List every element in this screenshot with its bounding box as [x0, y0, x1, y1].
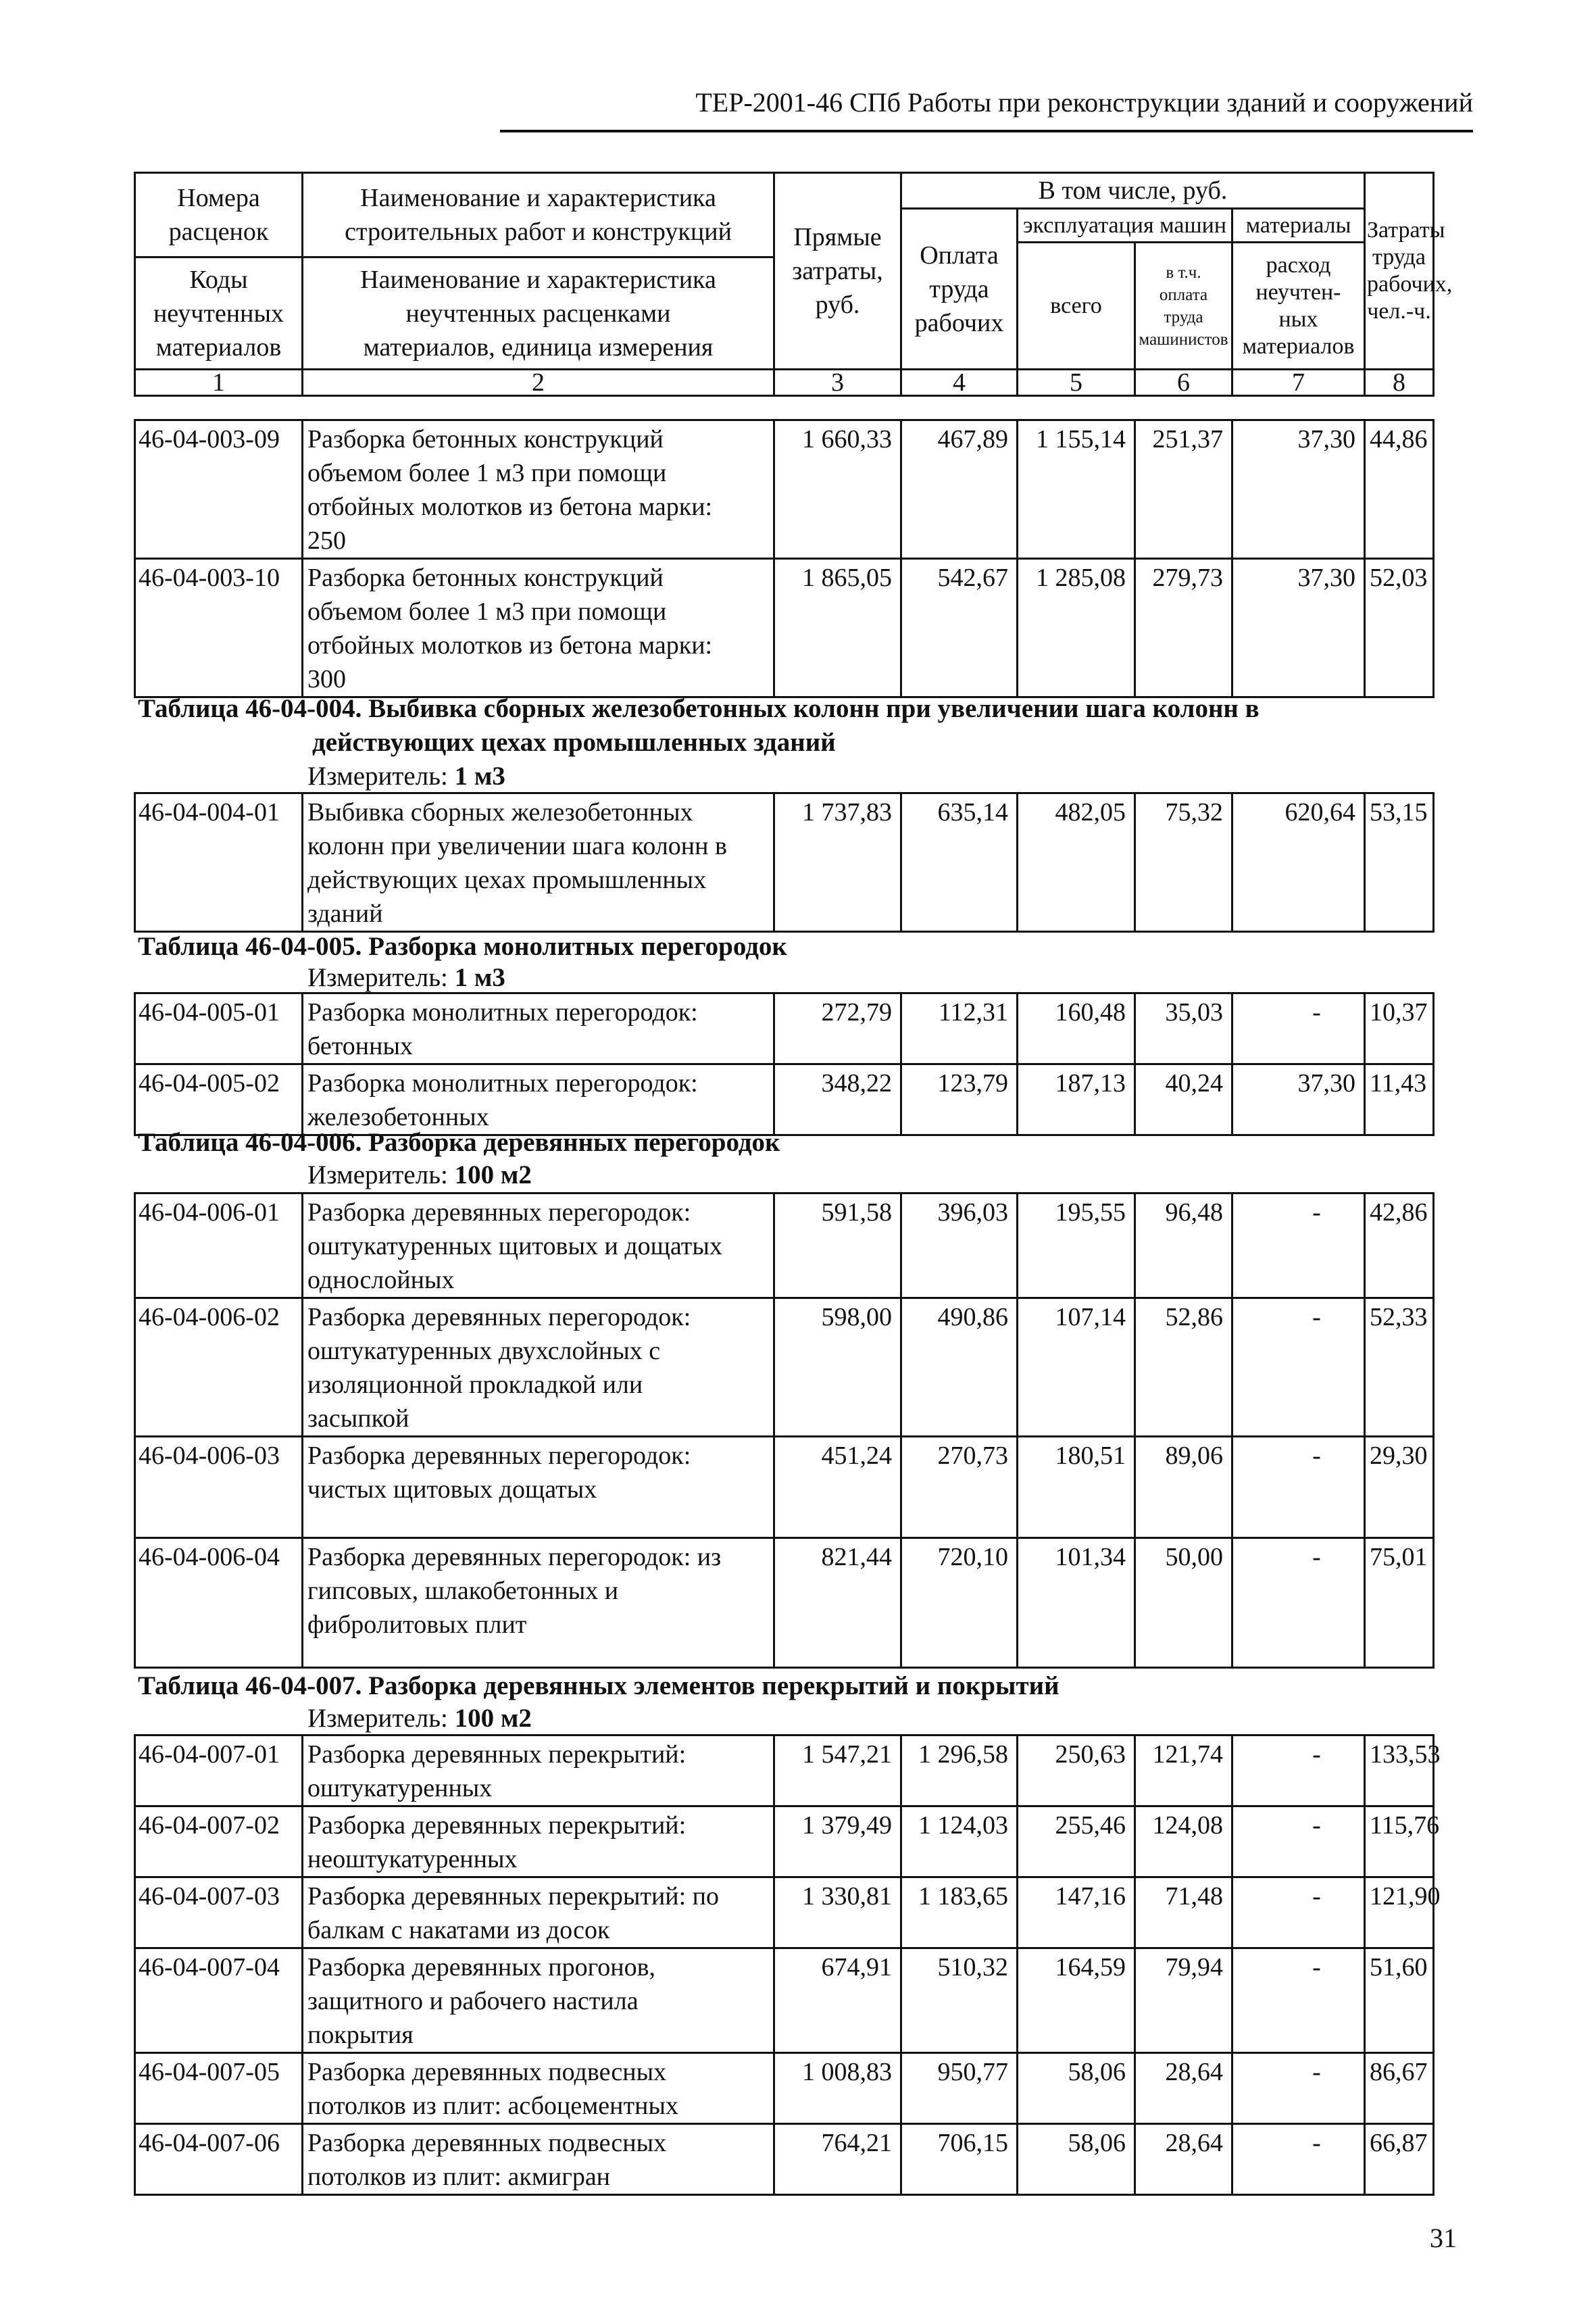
materials-cost: -	[1232, 1736, 1365, 1806]
work-name: Разборка деревянных перекрытий: оштукатуренных	[303, 1736, 774, 1806]
col-materials-header: материалы	[1232, 209, 1365, 243]
materials-cost: -	[1232, 1806, 1365, 1877]
work-name: Разборка деревянных перегородок: из гипсовых, шлакобетонных и фибролитовых плит	[303, 1538, 774, 1668]
table-row	[135, 2124, 1434, 2195]
col-number-6: 6	[1135, 370, 1232, 396]
caption-line-1: Таблица 46-04-004. Выбивка сборных железобетонных колонн при увеличении шага колонн в	[138, 694, 1260, 723]
table-caption	[138, 1126, 780, 1160]
operators-cost: 28,64	[1135, 2124, 1232, 2195]
table-007	[134, 1734, 1441, 2196]
operators-cost: 121,74	[1135, 1736, 1232, 1806]
labor-hours: 51,60	[1365, 1948, 1434, 2053]
labor-cost: 396,03	[901, 1193, 1018, 1298]
column-header-table	[134, 172, 1453, 397]
operators-cost: 40,24	[1135, 1064, 1232, 1135]
labor-cost: 706,15	[901, 2124, 1018, 2195]
operators-cost: 28,64	[1135, 2053, 1232, 2124]
materials-cost: 37,30	[1232, 559, 1365, 697]
materials-cost: 37,30	[1232, 420, 1365, 559]
labor-cost: 467,89	[901, 420, 1018, 559]
work-name: Разборка деревянных подвесных потолков из плит: асбоцементных	[303, 2053, 774, 2124]
operators-cost: 35,03	[1135, 993, 1232, 1064]
materials-cost: -	[1232, 2053, 1365, 2124]
col-direct-header: Прямые затраты, руб.	[774, 173, 901, 370]
col-operators-header: в т.ч. оплата труда машинистов	[1135, 243, 1232, 370]
materials-cost: -	[1232, 993, 1365, 1064]
rate-code: 46-04-004-01	[135, 793, 303, 932]
labor-cost: 1 183,65	[901, 1877, 1018, 1948]
labor-cost: 720,10	[901, 1538, 1018, 1668]
labor-hours: 121,90	[1365, 1877, 1434, 1948]
direct-cost: 1 737,83	[774, 793, 901, 932]
machines-cost: 107,14	[1018, 1298, 1135, 1437]
machines-cost: 160,48	[1018, 993, 1135, 1064]
rate-code: 46-04-007-05	[135, 2053, 303, 2124]
direct-cost: 764,21	[774, 2124, 901, 2195]
labor-cost: 490,86	[901, 1298, 1018, 1437]
labor-cost: 270,73	[901, 1437, 1018, 1538]
table-006	[134, 1192, 1435, 1669]
rate-code: 46-04-007-04	[135, 1948, 303, 2053]
operators-cost: 52,86	[1135, 1298, 1232, 1437]
machines-cost: 482,05	[1018, 793, 1135, 932]
work-name: Разборка бетонных конструкций объемом более 1 м3 при помощи отбойных молотков из бетона марки: 300	[303, 559, 774, 697]
labor-hours: 75,01	[1365, 1538, 1434, 1668]
materials-cost: -	[1232, 1538, 1365, 1668]
materials-cost: -	[1232, 1948, 1365, 2053]
table-row	[135, 1437, 1434, 1538]
materials-cost: -	[1232, 1298, 1365, 1437]
machines-cost: 1 155,14	[1018, 420, 1135, 559]
table-row	[135, 420, 1434, 559]
work-name: Разборка деревянных перегородок: чистых щитовых дощатых	[303, 1437, 774, 1538]
table-row	[135, 993, 1434, 1064]
operators-cost: 89,06	[1135, 1437, 1232, 1538]
col-material-codes-header: Коды неучтенных материалов	[135, 257, 303, 370]
labor-hours: 29,30	[1365, 1437, 1434, 1538]
measure-unit	[307, 1703, 532, 1734]
caption-line-1: Таблица 46-04-007. Разборка деревянных элементов перекрытий и покрытий	[138, 1671, 1059, 1700]
measure-value: 1 м3	[454, 762, 505, 791]
labor-hours: 66,87	[1365, 2124, 1434, 2195]
col-number-4: 4	[901, 370, 1018, 396]
direct-cost: 1 330,81	[774, 1877, 901, 1948]
rate-code: 46-04-005-02	[135, 1064, 303, 1135]
table-row	[135, 2053, 1434, 2124]
rate-code: 46-04-006-01	[135, 1193, 303, 1298]
col-labor-header: Оплата труда рабочих	[901, 209, 1018, 370]
table-row	[135, 1298, 1434, 1437]
direct-cost: 598,00	[774, 1298, 901, 1437]
measure-unit	[307, 761, 505, 792]
table-003	[134, 419, 1435, 698]
table-row	[135, 1064, 1434, 1135]
measure-label: Измеритель:	[307, 1160, 455, 1189]
direct-cost: 1 660,33	[774, 420, 901, 559]
col-hours-header: Затраты труда рабочих, чел.-ч.	[1365, 173, 1434, 370]
col-number-8: 8	[1365, 370, 1434, 396]
rate-code: 46-04-007-01	[135, 1736, 303, 1806]
direct-cost: 348,22	[774, 1064, 901, 1135]
machines-cost: 250,63	[1018, 1736, 1135, 1806]
labor-hours: 42,86	[1365, 1193, 1434, 1298]
machines-cost: 195,55	[1018, 1193, 1135, 1298]
table-caption	[138, 692, 1260, 760]
labor-cost: 1 296,58	[901, 1736, 1018, 1806]
machines-cost: 180,51	[1018, 1437, 1135, 1538]
rate-code: 46-04-007-03	[135, 1877, 303, 1948]
work-name: Разборка деревянных перегородок: оштукатуренных щитовых и дощатых однослойных	[303, 1193, 774, 1298]
materials-cost: -	[1232, 1437, 1365, 1538]
work-name: Разборка деревянных перекрытий: по балкам с накатами из досок	[303, 1877, 774, 1948]
labor-hours: 11,43	[1365, 1064, 1434, 1135]
col-material-names-header: Наименование и характеристика неучтенных расценками материалов, единица измерения	[303, 257, 774, 370]
labor-cost: 510,32	[901, 1948, 1018, 2053]
table-row	[135, 559, 1434, 697]
rate-code: 46-04-006-03	[135, 1437, 303, 1538]
direct-cost: 674,91	[774, 1948, 901, 2053]
direct-cost: 1 547,21	[774, 1736, 901, 1806]
machines-cost: 255,46	[1018, 1806, 1135, 1877]
materials-cost: -	[1232, 1193, 1365, 1298]
col-number-2: 2	[303, 370, 774, 396]
table-row	[135, 1538, 1434, 1668]
caption-line-1: Таблица 46-04-005. Разборка монолитных перегородок	[138, 932, 787, 961]
operators-cost: 279,73	[1135, 559, 1232, 697]
table-caption	[138, 1669, 1059, 1703]
operators-cost: 75,32	[1135, 793, 1232, 932]
rate-code: 46-04-006-02	[135, 1298, 303, 1437]
table-row	[135, 1736, 1434, 1806]
measure-value: 100 м2	[454, 1160, 532, 1189]
table-row	[135, 1193, 1434, 1298]
direct-cost: 1 865,05	[774, 559, 901, 697]
operators-cost: 124,08	[1135, 1806, 1232, 1877]
rate-code: 46-04-005-01	[135, 993, 303, 1064]
labor-hours: 10,37	[1365, 993, 1434, 1064]
table-005	[134, 992, 1435, 1136]
col-number-5: 5	[1018, 370, 1135, 396]
col-machines-total-header: всего	[1018, 243, 1135, 370]
work-name: Выбивка сборных железобетонных колонн при увеличении шага колонн в действующих цехах промышленных зданий	[303, 793, 774, 932]
direct-cost: 821,44	[774, 1538, 901, 1668]
work-name: Разборка деревянных перегородок: оштукатуренных двухслойных с изоляционной прокладкой или засыпкой	[303, 1298, 774, 1437]
table-caption	[138, 930, 787, 964]
col-name-header: Наименование и характеристика строительных работ и конструкций	[303, 173, 774, 257]
measure-label: Измеритель:	[307, 1704, 455, 1733]
labor-hours: 115,76	[1365, 1806, 1434, 1877]
table-row	[135, 793, 1434, 932]
machines-cost: 58,06	[1018, 2053, 1135, 2124]
labor-cost: 950,77	[901, 2053, 1018, 2124]
rate-code: 46-04-003-10	[135, 559, 303, 697]
table-row	[135, 1806, 1434, 1877]
direct-cost: 591,58	[774, 1193, 901, 1298]
measure-value: 1 м3	[454, 963, 505, 992]
operators-cost: 71,48	[1135, 1877, 1232, 1948]
table-row	[135, 1948, 1434, 2053]
rate-code: 46-04-007-02	[135, 1806, 303, 1877]
measure-unit	[307, 1160, 532, 1191]
caption-line-2: действующих цехах промышленных зданий	[312, 728, 836, 757]
measure-label: Измеритель:	[307, 963, 455, 992]
col-group-header: В том числе, руб.	[901, 173, 1365, 209]
labor-cost: 123,79	[901, 1064, 1018, 1135]
rate-code: 46-04-003-09	[135, 420, 303, 559]
labor-cost: 542,67	[901, 559, 1018, 697]
labor-cost: 1 124,03	[901, 1806, 1018, 1877]
running-header	[500, 87, 1473, 132]
document-title: ТЕР-2001-46 СПб Работы при реконструкции зданий и сооружений	[695, 87, 1473, 118]
labor-hours: 133,53	[1365, 1736, 1434, 1806]
machines-cost: 101,34	[1018, 1538, 1135, 1668]
machines-cost: 58,06	[1018, 2124, 1135, 2195]
labor-cost: 635,14	[901, 793, 1018, 932]
measure-label: Измеритель:	[307, 762, 455, 791]
table-004	[134, 792, 1435, 933]
machines-cost: 187,13	[1018, 1064, 1135, 1135]
page-number: 31	[1430, 2223, 1457, 2253]
direct-cost: 451,24	[774, 1437, 901, 1538]
measure-value: 100 м2	[454, 1704, 532, 1733]
machines-cost: 1 285,08	[1018, 559, 1135, 697]
measure-unit	[307, 962, 505, 993]
work-name: Разборка бетонных конструкций объемом более 1 м3 при помощи отбойных молотков из бетона марки: 250	[303, 420, 774, 559]
labor-hours: 53,15	[1365, 793, 1434, 932]
work-name: Разборка деревянных подвесных потолков из плит: акмигран	[303, 2124, 774, 2195]
labor-cost: 112,31	[901, 993, 1018, 1064]
col-number-7: 7	[1232, 370, 1365, 396]
work-name: Разборка деревянных прогонов, защитного и рабочего настила покрытия	[303, 1948, 774, 2053]
work-name: Разборка деревянных перекрытий: неоштукатуренных	[303, 1806, 774, 1877]
table-row	[135, 1877, 1434, 1948]
col-machines-header: эксплуатация машин	[1018, 209, 1232, 243]
direct-cost: 1 008,83	[774, 2053, 901, 2124]
rate-code: 46-04-007-06	[135, 2124, 303, 2195]
materials-cost: -	[1232, 2124, 1365, 2195]
col-number-3: 3	[774, 370, 901, 396]
work-name: Разборка монолитных перегородок: бетонных	[303, 993, 774, 1064]
labor-hours: 86,67	[1365, 2053, 1434, 2124]
col-number-1: 1	[135, 370, 303, 396]
labor-hours: 44,86	[1365, 420, 1434, 559]
operators-cost: 79,94	[1135, 1948, 1232, 2053]
col-unaccounted-header: расход неучтен- ных материалов	[1232, 243, 1365, 370]
col-codes-header: Номера расценок	[135, 173, 303, 257]
operators-cost: 251,37	[1135, 420, 1232, 559]
labor-hours: 52,03	[1365, 559, 1434, 697]
operators-cost: 96,48	[1135, 1193, 1232, 1298]
machines-cost: 147,16	[1018, 1877, 1135, 1948]
operators-cost: 50,00	[1135, 1538, 1232, 1668]
materials-cost: -	[1232, 1877, 1365, 1948]
direct-cost: 1 379,49	[774, 1806, 901, 1877]
direct-cost: 272,79	[774, 993, 901, 1064]
rate-code: 46-04-006-04	[135, 1538, 303, 1668]
machines-cost: 164,59	[1018, 1948, 1135, 2053]
work-name: Разборка монолитных перегородок: железобетонных	[303, 1064, 774, 1135]
materials-cost: 37,30	[1232, 1064, 1365, 1135]
labor-hours: 52,33	[1365, 1298, 1434, 1437]
materials-cost: 620,64	[1232, 793, 1365, 932]
caption-line-1: Таблица 46-04-006. Разборка деревянных перегородок	[138, 1128, 780, 1157]
